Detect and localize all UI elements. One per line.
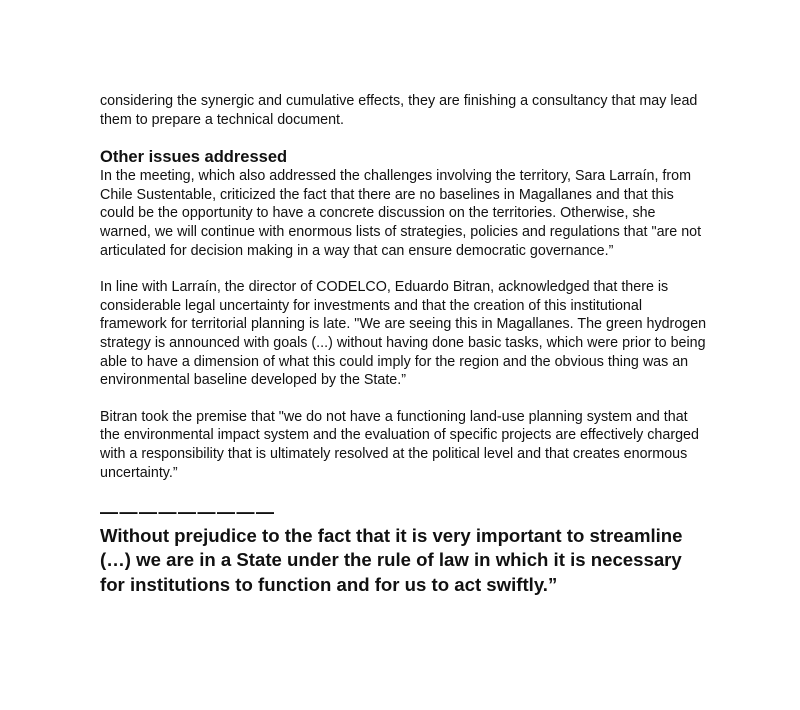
- spacer: [100, 129, 710, 147]
- document-page: [100, 92, 710, 597]
- body-paragraph: Bitran took the premise that "we do not have a functioning land-use planning system and that the environmental impact system and the evaluation of specific projects are effectively charged with a responsibility that is ultimately resolved at the political level and that creates enormous uncertainty.”: [100, 408, 699, 481]
- spacer: [100, 390, 710, 408]
- body-paragraph: In the meeting, which also addressed the challenges involving the territory, Sara Larraín, from Chile Sustentable, criticized the fact that there are no baselines in Magallanes and that this could be the opportunity to have a concrete discussion on the territories. Otherwise, she warned, we will continue with enormous lists of strategies, policies and regulations that "are not articulated for decision making in a way that can ensure democratic governance.”: [100, 168, 702, 259]
- intro-paragraph: considering the synergic and cumulative effects, they are finishing a consultancy that may lead them to prepare a technical document.: [100, 93, 698, 128]
- body-paragraph: In line with Larraín, the director of CODELCO, Eduardo Bitran, acknowledged that there is considerable legal uncertainty for investments and that the creation of this institutional framework for territorial planning is late. "We are seeing this in Magallanes. The green hydrogen strategy is announced with goals (...) without having done basic tasks, which were prior to being able to have a dimension of what this could imply for the region and the obvious thing was an environmental baseline developed by the State.”: [100, 279, 707, 389]
- spacer: [100, 260, 710, 278]
- quote-divider: —————————: [100, 502, 276, 523]
- section-heading: Other issues addressed: [100, 148, 288, 167]
- pull-quote: Without prejudice to the fact that it is very important to streamline (…) we are in a State under the rule of law in which it is necessary for institutions to function and for us to act swiftly.”: [100, 525, 683, 595]
